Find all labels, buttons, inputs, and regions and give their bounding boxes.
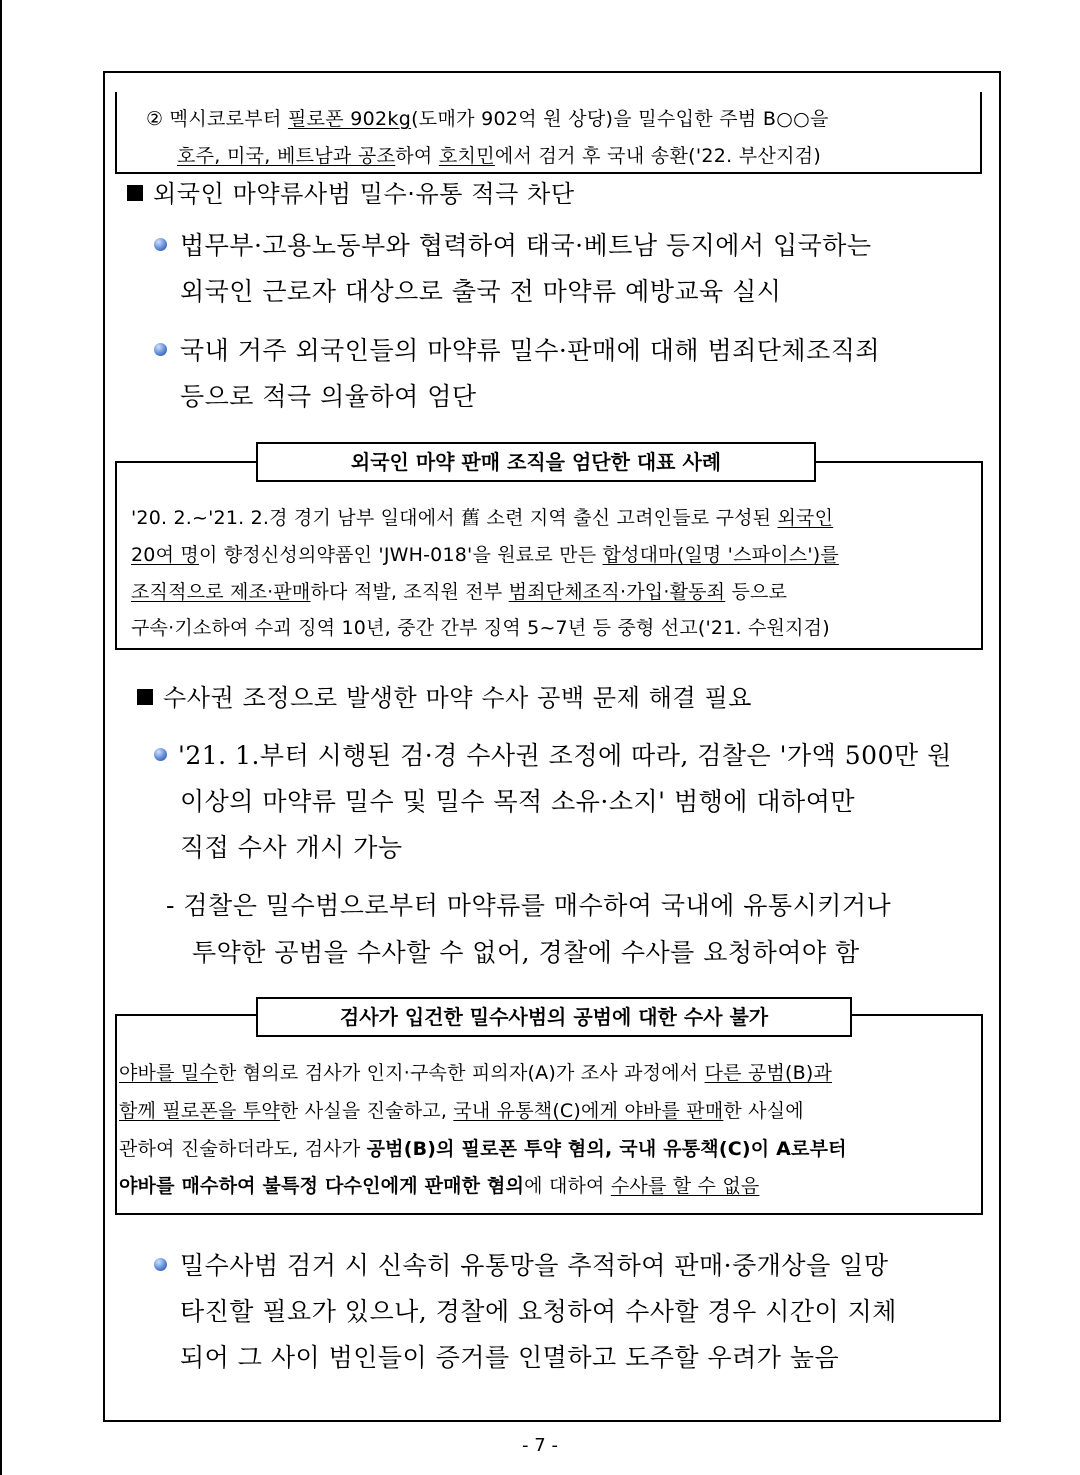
bullet-dot-icon — [154, 343, 167, 356]
text-run: 다른 공범(B)과 — [704, 1062, 833, 1084]
text-run: 필로폰 902kg — [287, 108, 412, 130]
section-heading-text: 수사권 조정으로 발생한 마약 수사 공백 문제 해결 필요 — [163, 684, 753, 712]
page-left-edge — [0, 0, 2, 1475]
section1-item1-line2: 외국인 근로자 대상으로 출국 전 마약류 예방교육 실시 — [180, 277, 782, 306]
case1-line-4 — [131, 613, 830, 640]
top-example-line-1 — [146, 104, 829, 131]
case1-line-1 — [131, 503, 833, 530]
text-run: 에서 검거 후 국내 송환('22. 부산지검) — [494, 145, 822, 167]
case2-line-1 — [119, 1058, 832, 1085]
text-run: ② 멕시코로부터 — [146, 108, 288, 130]
section1-item2-line1: 국내 거주 외국인들의 마약류 밀수·판매에 대해 범죄단체조직죄 — [180, 336, 881, 365]
case1-line-3 — [131, 577, 787, 604]
square-bullet-icon — [137, 689, 153, 705]
case2-line-4 — [119, 1171, 759, 1198]
case-example-box-2 — [115, 1014, 983, 1215]
text-run: 범죄단체조직·가입·활동죄 — [508, 581, 726, 603]
section-heading-text: 외국인 마약류사범 밀수·유통 적극 차단 — [153, 180, 575, 208]
case2-line-3 — [119, 1134, 847, 1161]
section-heading-investigation-gap — [137, 678, 752, 713]
text-run: 구속·기소하여 수괴 징역 10년, 중간 간부 징역 5~7년 등 중형 선고('21. 수원지검) — [131, 617, 830, 639]
section3-line1: 밀수사범 검거 시 신속히 유통망을 추적하여 판매·중개상을 일망 — [180, 1251, 889, 1280]
section1-item1-line1: 법무부·고용노동부와 협력하여 태국·베트남 등지에서 입국하는 — [180, 231, 872, 260]
text-run: 야바를 밀수 — [119, 1062, 219, 1084]
case2-line-2 — [119, 1096, 804, 1123]
text-run: 에 대하여 — [524, 1175, 611, 1197]
case-example-box-1 — [115, 461, 983, 650]
text-run: 국내 유통책(C)에게 야바를 판매 — [453, 1100, 724, 1122]
section3-line2: 타진할 필요가 있으나, 경찰에 요청하여 수사할 경우 시간이 지체 — [180, 1297, 897, 1326]
section2-item1-line2: 이상의 마약류 밀수 및 밀수 목적 소유·소지' 범행에 대하여만 — [180, 787, 855, 816]
section2-sub-line2: 투약한 공범을 수사할 수 없어, 경찰에 수사를 요청하여야 함 — [192, 938, 860, 967]
case2-title: 검사가 입건한 밀수사범의 공범에 대한 수사 불가 — [256, 997, 852, 1037]
text-run: 호주, 미국, 베트남과 공조 — [177, 145, 396, 167]
section2-sub-line1: - 검찰은 밀수범으로부터 마약류를 매수하여 국내에 유통시키거나 — [166, 891, 892, 920]
top-example-line-2 — [177, 141, 821, 168]
text-run: 조직적으로 제조·판매 — [131, 581, 311, 603]
text-run: (도매가 902억 원 상당)을 밀수입한 주범 B○○을 — [411, 108, 829, 130]
text-run: 외국인 — [777, 507, 834, 529]
text-run: 20여 명 — [131, 544, 199, 566]
text-run: 하다 적발, 조직원 전부 — [310, 581, 509, 603]
text-run: 공범(B)의 필로폰 투약 혐의, 국내 유통책(C)이 A로부터 — [366, 1138, 847, 1160]
bullet-dot-icon — [154, 1258, 167, 1271]
text-run: 함께 필로폰을 투약 — [119, 1100, 280, 1122]
text-run: '20. 2.~'21. 2.경 경기 남부 일대에서 舊 소련 지역 출신 고려인들로 구성된 — [131, 507, 778, 529]
section3-line3: 되어 그 사이 범인들이 증거를 인멸하고 도주할 우려가 높음 — [180, 1343, 840, 1372]
text-run: 한 사실에 — [723, 1100, 804, 1122]
section-heading-foreign-drug-crime — [127, 174, 575, 209]
bullet-dot-icon — [154, 748, 167, 761]
case1-title: 외국인 마약 판매 조직을 엄단한 대표 사례 — [256, 442, 816, 482]
text-run: 야바를 매수하여 불특정 다수인에게 판매한 혐의 — [119, 1175, 525, 1197]
text-run: 한 사실을 진술하고, — [279, 1100, 454, 1122]
text-run: 하여 — [395, 145, 439, 167]
bullet-dot-icon — [154, 238, 167, 251]
section2-item1-line3: 직접 수사 개시 가능 — [180, 833, 403, 862]
page-number: - 7 - — [522, 1435, 558, 1456]
section1-item2-line2: 등으로 적극 의율하여 엄단 — [180, 382, 477, 411]
text-run: 이 향정신성의약품인 'JWH-018'을 원료로 만든 — [198, 544, 603, 566]
square-bullet-icon — [127, 185, 143, 201]
case1-line-2 — [131, 540, 839, 567]
text-run: 호치민 — [438, 145, 495, 167]
text-run: 합성대마(일명 '스파이스')를 — [602, 544, 839, 566]
text-run: 수사를 할 수 없음 — [610, 1175, 760, 1197]
section2-item1-line1: '21. 1.부터 시행된 검·경 수사권 조정에 따라, 검찰은 '가액 500만 원 — [178, 741, 952, 770]
text-run: 등으로 — [725, 581, 788, 603]
text-run: 한 혐의로 검사가 인지·구속한 피의자(A)가 조사 과정에서 — [218, 1062, 705, 1084]
text-run: 관하여 진술하더라도, 검사가 — [119, 1138, 367, 1160]
